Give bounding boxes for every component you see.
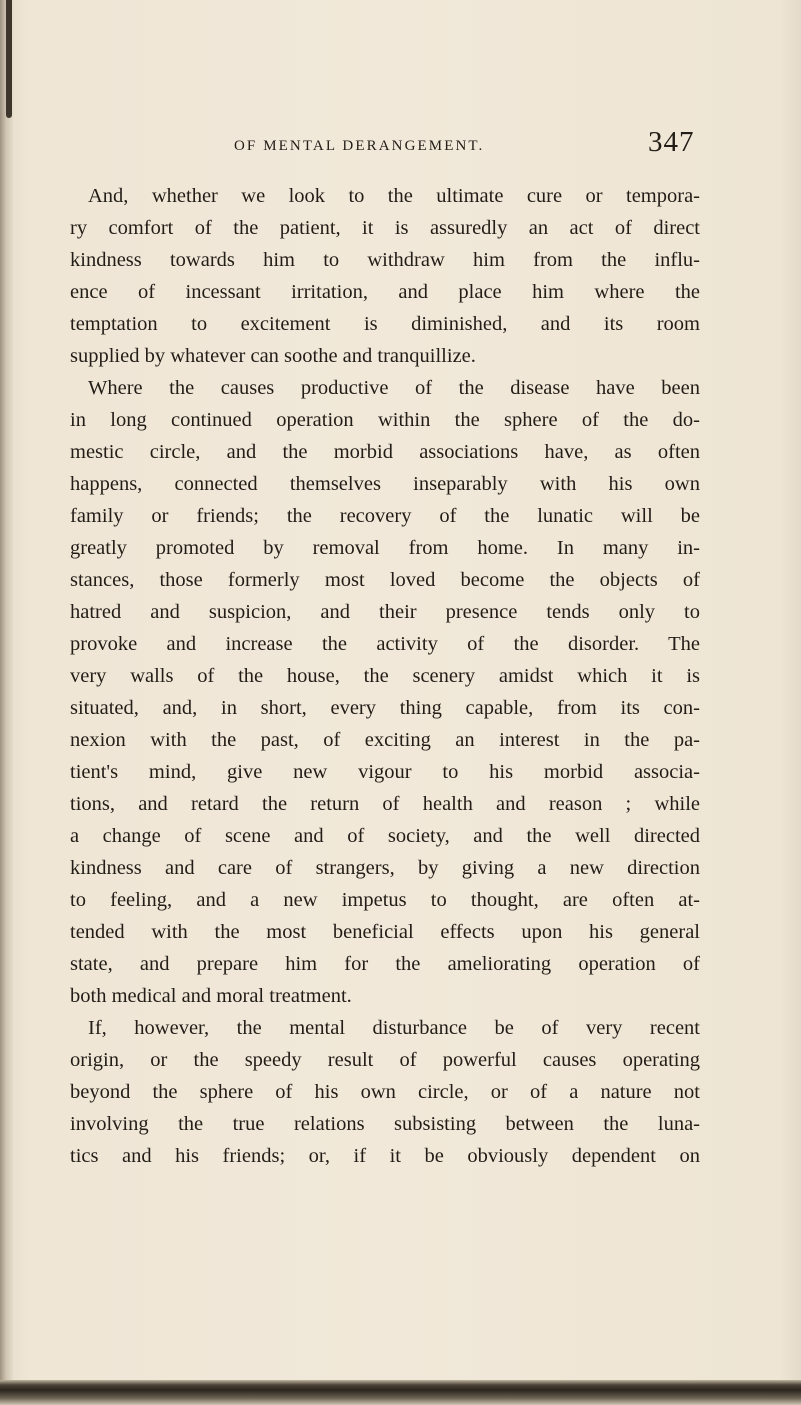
text-line: to feeling, and a new impetus to thought, are often at- xyxy=(70,889,700,911)
text-line: kindness towards him to withdraw him from the influ- xyxy=(70,249,700,271)
text-line: provoke and increase the activity of the disorder. The xyxy=(70,633,700,655)
text-line: ence of incessant irritation, and place him where the xyxy=(70,281,700,303)
text-line: both medical and moral treatment. xyxy=(70,985,352,1007)
text-line: tics and his friends; or, if it be obviously dependent on xyxy=(70,1145,700,1167)
text-line: kindness and care of strangers, by giving a new direction xyxy=(70,857,700,879)
text-line: stances, those formerly most loved become the objects of xyxy=(70,569,700,591)
text-line: temptation to excitement is diminished, and its room xyxy=(70,313,700,335)
text-line: And, whether we look to the ultimate cure or tempora- xyxy=(88,185,700,207)
text-line: happens, connected themselves inseparably with his own xyxy=(70,473,700,495)
text-line: tions, and retard the return of health and reason ; while xyxy=(70,793,700,815)
page-binding-edge xyxy=(0,0,14,1405)
text-line: very walls of the house, the scenery amidst which it is xyxy=(70,665,700,687)
text-line: involving the true relations subsisting between the luna- xyxy=(70,1113,700,1135)
text-line: family or friends; the recovery of the lunatic will be xyxy=(70,505,700,527)
text-line: situated, and, in short, every thing capable, from its con- xyxy=(70,697,700,719)
text-line: state, and prepare him for the ameliorating operation of xyxy=(70,953,700,975)
body-text xyxy=(70,180,700,1172)
text-line: beyond the sphere of his own circle, or of a nature not xyxy=(70,1081,700,1103)
text-line: greatly promoted by removal from home. In many in- xyxy=(70,537,700,559)
text-line: mestic circle, and the morbid associations have, as often xyxy=(70,441,700,463)
binding-shadow-mark xyxy=(6,0,12,118)
text-line: ry comfort of the patient, it is assuredly an act of direct xyxy=(70,217,700,239)
page-number: 347 xyxy=(648,126,695,158)
text-line: in long continued operation within the sphere of the do- xyxy=(70,409,700,431)
text-line: origin, or the speedy result of powerful causes operating xyxy=(70,1049,700,1071)
text-line: hatred and suspicion, and their presence tends only to xyxy=(70,601,700,623)
text-line: a change of scene and of society, and the well directed xyxy=(70,825,700,847)
running-header-title: OF MENTAL DERANGEMENT. xyxy=(234,138,485,154)
text-line: If, however, the mental disturbance be of very recent xyxy=(88,1017,700,1039)
text-line: supplied by whatever can soothe and tranquillize. xyxy=(70,345,476,367)
text-line: tended with the most beneficial effects upon his general xyxy=(70,921,700,943)
text-line: nexion with the past, of exciting an interest in the pa- xyxy=(70,729,700,751)
running-header xyxy=(0,126,801,174)
page-bottom-edge xyxy=(0,1380,801,1405)
text-line: tient's mind, give new vigour to his morbid associa- xyxy=(70,761,700,783)
text-line: Where the causes productive of the disease have been xyxy=(88,377,700,399)
